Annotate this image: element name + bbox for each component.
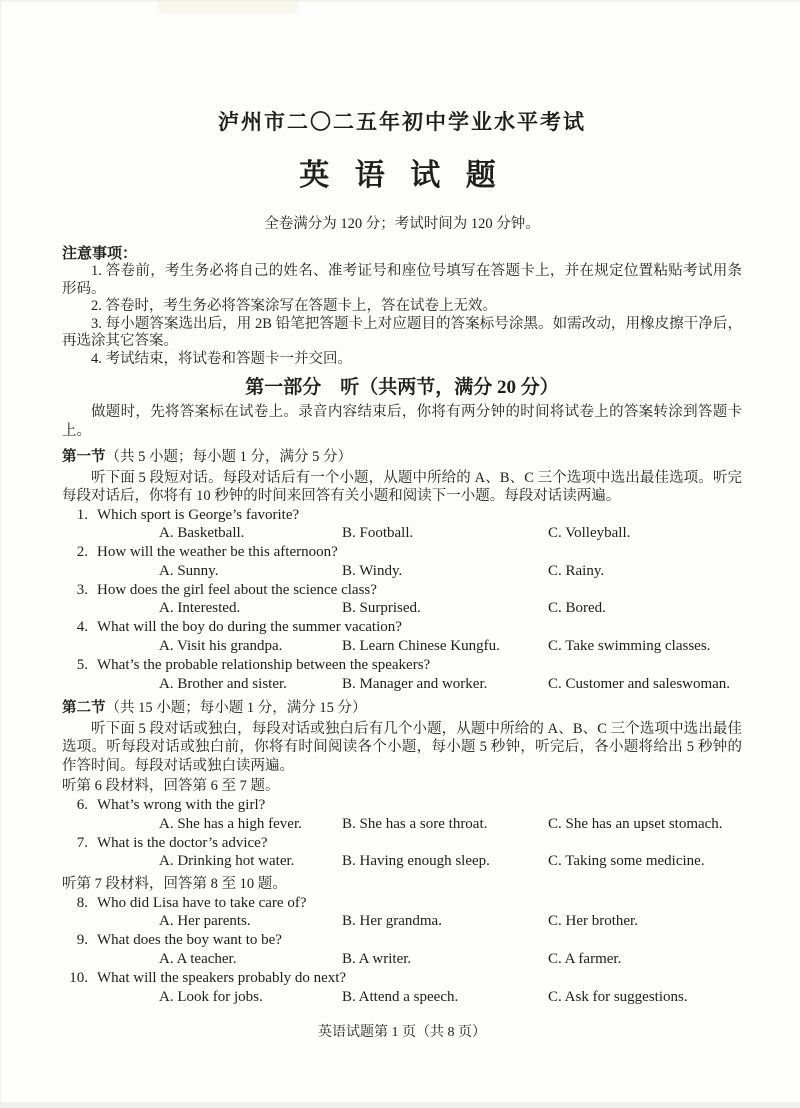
question-text: How will the weather be this afternoon? — [97, 544, 338, 561]
question-number: 2. — [76, 544, 88, 561]
notice-item-3: 3. 每小题答案选出后，用 2B 铅笔把答题卡上对应题目的答案标号涂黑。如需改动，用橡皮擦干净后，再选涂其它答案。 — [62, 315, 742, 349]
section2-title — [62, 699, 742, 718]
page-content — [0, 106, 800, 1041]
question-6 — [62, 796, 742, 834]
option-b: B. Having enough sleep. — [342, 853, 490, 870]
option-c: C. Bored. — [548, 600, 606, 617]
part1-intro: 做题时，先将答案标在试卷上。录音内容结束后，你将有两分钟的时间将试卷上的答案转涂到答题卡上。 — [62, 404, 742, 439]
option-b: B. Her grandma. — [342, 913, 442, 930]
option-a: A. A teacher. — [159, 951, 237, 968]
option-b: B. Learn Chinese Kungfu. — [342, 638, 500, 655]
question-text: What’s wrong with the girl? — [97, 796, 266, 813]
option-b: B. A writer. — [342, 951, 412, 968]
option-b: B. She has a sore throat. — [342, 815, 488, 832]
section1-intro: 听下面 5 段短对话。每段对话后有一个小题，从题中所给的 A、B、C 三个选项中选出最佳选项。听完每段对话后，你将有 10 秒钟的时间来回答有关小题和阅读下一小题。每段对话读两遍。 — [62, 469, 742, 504]
scan-edge-left — [0, 0, 2, 1108]
section1-title-detail: （共 5 小题；每小题 1 分，满分 5 分） — [105, 449, 352, 465]
question-text: What does the boy want to be? — [97, 932, 282, 949]
option-c: C. Customer and saleswoman. — [548, 675, 731, 692]
part1-heading: 第一部分 听（共两节，满分 20 分） — [245, 377, 559, 398]
option-a: A. Sunny. — [159, 562, 219, 579]
question-2 — [62, 543, 742, 581]
notice-item-4: 4. 考试结束，将试卷和答题卡一并交回。 — [91, 350, 352, 367]
option-c: C. Volleyball. — [548, 525, 631, 542]
section2-intro: 听下面 5 段对话或独白，每段对话或独白后有几个小题，从题中所给的 A、B、C 三个选项中选出最佳选项。听每段对话或独白前，你将有时间阅读各个小题，每小题 5 秒钟，听完后，各小题将给出 5 秒钟的作答时间。每段对话或独白读两遍。 — [62, 720, 742, 774]
question-number: 1. — [76, 506, 88, 523]
question-text: What will the speakers probably do next? — [97, 969, 347, 986]
section2-title-detail: （共 15 小题；每小题 1 分，满分 15 分） — [105, 700, 367, 717]
option-b: B. Manager and worker. — [342, 675, 488, 692]
option-a: A. Drinking hot water. — [159, 853, 295, 870]
exam-title: 泸州市二〇二五年初中学业水平考试 — [218, 110, 586, 134]
notice-item-1: 1. 答卷前，考生务必将自己的姓名、准考证号和座位号填写在答题卡上，并在规定位置粘贴考试用条形码。 — [62, 263, 742, 297]
subject-title: 英 语 试 题 — [299, 159, 505, 192]
question-number: 8. — [76, 894, 88, 911]
option-c: C. Taking some medicine. — [548, 853, 705, 870]
material-7-line: 听第 7 段材料，回答第 8 至 10 题。 — [62, 876, 287, 893]
option-a: A. Her parents. — [159, 913, 251, 930]
option-a: A. Interested. — [159, 600, 241, 617]
option-b: B. Surprised. — [342, 600, 421, 617]
notice-item-2: 2. 答卷时，考生务必将答案涂写在答题卡上，答在试卷上无效。 — [91, 298, 497, 314]
question-number: 4. — [76, 619, 88, 636]
scan-stain — [158, 0, 298, 14]
section2-title-label: 第二节 — [62, 700, 106, 717]
option-a: A. Brother and sister. — [159, 675, 287, 692]
option-c: C. Ask for suggestions. — [548, 988, 688, 1005]
material-6-line: 听第 6 段材料，回答第 6 至 7 题。 — [62, 778, 280, 795]
question-text: What is the doctor’s advice? — [97, 834, 268, 851]
question-text: Who did Lisa have to take care of? — [97, 894, 307, 911]
question-number: 6. — [76, 796, 88, 813]
option-c: C. She has an upset stomach. — [548, 815, 723, 832]
option-a: A. Visit his grandpa. — [159, 638, 283, 655]
option-b: B. Windy. — [342, 562, 403, 579]
option-a: A. Look for jobs. — [159, 988, 263, 1005]
section1-title — [62, 448, 742, 467]
option-b: B. Football. — [342, 525, 414, 542]
question-number: 3. — [76, 581, 88, 598]
question-number: 10. — [69, 969, 88, 986]
question-4 — [62, 618, 742, 656]
question-5 — [62, 656, 742, 694]
option-c: C. Take swimming classes. — [548, 638, 711, 655]
option-a: A. She has a high fever. — [159, 815, 302, 832]
question-3 — [62, 581, 742, 619]
question-number: 5. — [76, 656, 88, 673]
question-text: What’s the probable relationship between the speakers? — [97, 656, 431, 673]
question-1 — [62, 506, 742, 544]
question-7 — [62, 834, 742, 872]
question-text: Which sport is George’s favorite? — [97, 506, 300, 523]
option-a: A. Basketball. — [159, 525, 245, 542]
question-text: How does the girl feel about the science class? — [97, 581, 377, 598]
option-b: B. Attend a speech. — [342, 988, 459, 1005]
option-c: C. Rainy. — [548, 562, 605, 579]
question-10 — [62, 969, 742, 1007]
question-text: What will the boy do during the summer vacation? — [97, 619, 402, 636]
question-number: 7. — [76, 834, 88, 851]
section1-title-label: 第一节 — [62, 449, 106, 465]
score-time-line: 全卷满分为 120 分；考试时间为 120 分钟。 — [264, 216, 540, 232]
scan-edge-top — [0, 0, 800, 2]
question-9 — [62, 931, 742, 969]
question-number: 9. — [76, 932, 88, 949]
page-footer: 英语试题第 1 页（共 8 页） — [318, 1025, 486, 1041]
option-c: C. Her brother. — [548, 913, 638, 930]
option-c: C. A farmer. — [548, 951, 622, 968]
scan-edge-bottom — [0, 1102, 800, 1108]
question-8 — [62, 894, 742, 932]
notice-heading: 注意事项： — [62, 246, 138, 262]
